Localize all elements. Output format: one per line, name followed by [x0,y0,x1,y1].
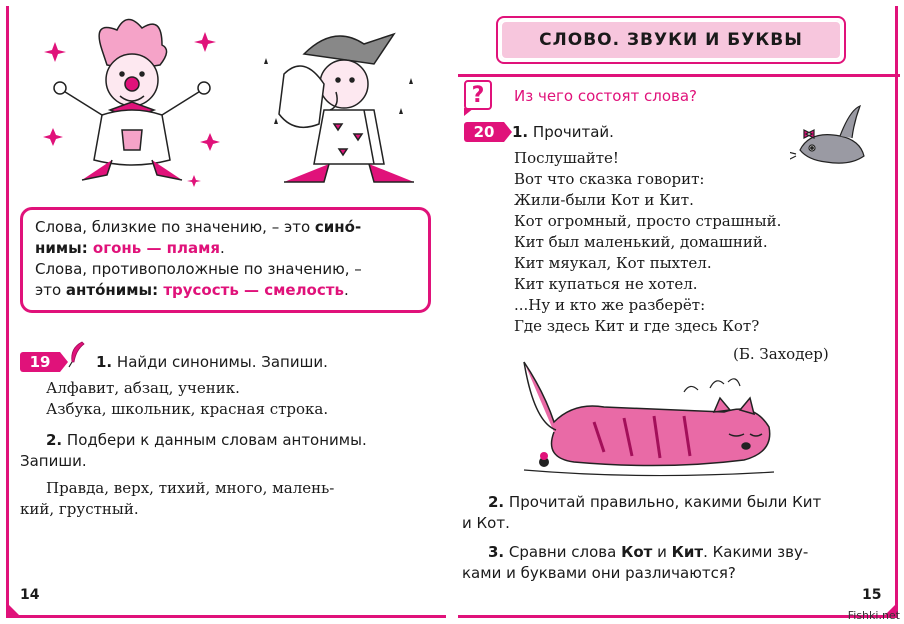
poem-author: (Б. Заходер) [733,345,829,363]
task-instruction: Подбери к данным словам антонимы. [62,431,367,449]
cat-illustration [514,352,784,480]
task19-part1 [96,352,328,372]
task-instruction: и [652,543,672,561]
poem-line: Кит мяукал, Кот пыхтел. [514,254,712,272]
task19-words2-line-2: кий, грустный. [20,500,139,518]
poem-line: Вот что сказка говорит: [514,170,705,188]
left-corner-marker [6,602,22,618]
poem-line: ...Ну и кто же разберёт: [514,296,706,314]
antonym-example: трусость — смелость [163,281,344,299]
task19-words-line-1: Алфавит, абзац, ученик. [46,379,240,397]
task-instruction: Прочитай. [528,123,614,141]
fish-illustration [790,100,870,172]
definition-text: Слова, близкие по значению, – это [35,218,315,236]
part-number: 2. [46,431,63,449]
task-instruction: Прочитай правильно, какими были Кит [504,493,822,511]
definition-line-3: Слова, противоположные по значению, – [35,260,362,278]
definition-line-4 [35,280,416,301]
part-number: 3. [488,543,505,561]
header-rule [458,74,900,77]
task-instruction: . Какими зву- [703,543,809,561]
task-instruction: Сравни слова [504,543,622,561]
synonym-example: огонь — пламя [92,239,221,257]
task-number-19: 19 [20,352,60,372]
quill-icon [66,340,86,368]
punctuation: . [220,239,225,257]
section-header: СЛОВО. ЗВУКИ И БУКВЫ [500,20,842,60]
word-kit: Кит [671,543,704,561]
part-number: 1. [96,353,113,371]
poem-line: Послушайте! [514,149,619,167]
word-kot: Кот [621,543,653,561]
poem-line: Кит был маленький, домашний. [514,233,768,251]
page-number-left: 14 [20,587,40,603]
task20-part1 [512,122,614,142]
task20-part2-line-2: и Кот. [462,514,510,532]
section-question: Из чего состоят слова? [514,87,698,105]
task20-part3-line-2: ками и буквами они различаются? [462,564,736,582]
term-synonyms-end: нимы: [35,239,93,257]
task-instruction: Найди синонимы. Запиши. [112,353,328,371]
task20-part3-line-1 [488,542,808,562]
definition-line-2 [35,238,416,259]
definition-text: это [35,281,66,299]
definition-box [20,207,431,313]
term-antonyms: анто́нимы: [65,281,164,299]
task19-words-line-2: Азбука, школьник, красная строка. [46,400,329,418]
task-number-20: 20 [464,122,504,142]
task19-part2-line-1 [46,430,367,450]
task19-part2-line-2: Запиши. [20,452,87,470]
task19-words2-line-1: Правда, верх, тихий, много, малень- [46,479,335,497]
clown-illustration [32,10,232,190]
punctuation: . [343,281,349,299]
term-synonyms: сино́- [314,218,362,236]
poem-line: Кит купаться не хотел. [514,275,698,293]
definition-line-1 [35,217,416,238]
page-number-right: 15 [862,587,882,603]
poem [514,148,781,337]
question-icon: ? [464,80,492,110]
poem-line: Где здесь Кит и где здесь Кот? [514,317,760,335]
crying-man-illustration [244,14,434,190]
poem-line: Кот огромный, просто страшный. [514,212,782,230]
task20-part2-line-1 [488,492,821,512]
part-number: 1. [512,123,529,141]
part-number: 2. [488,493,505,511]
watermark: Fishki.net [847,609,900,622]
poem-line: Жили-были Кот и Кит. [514,191,694,209]
